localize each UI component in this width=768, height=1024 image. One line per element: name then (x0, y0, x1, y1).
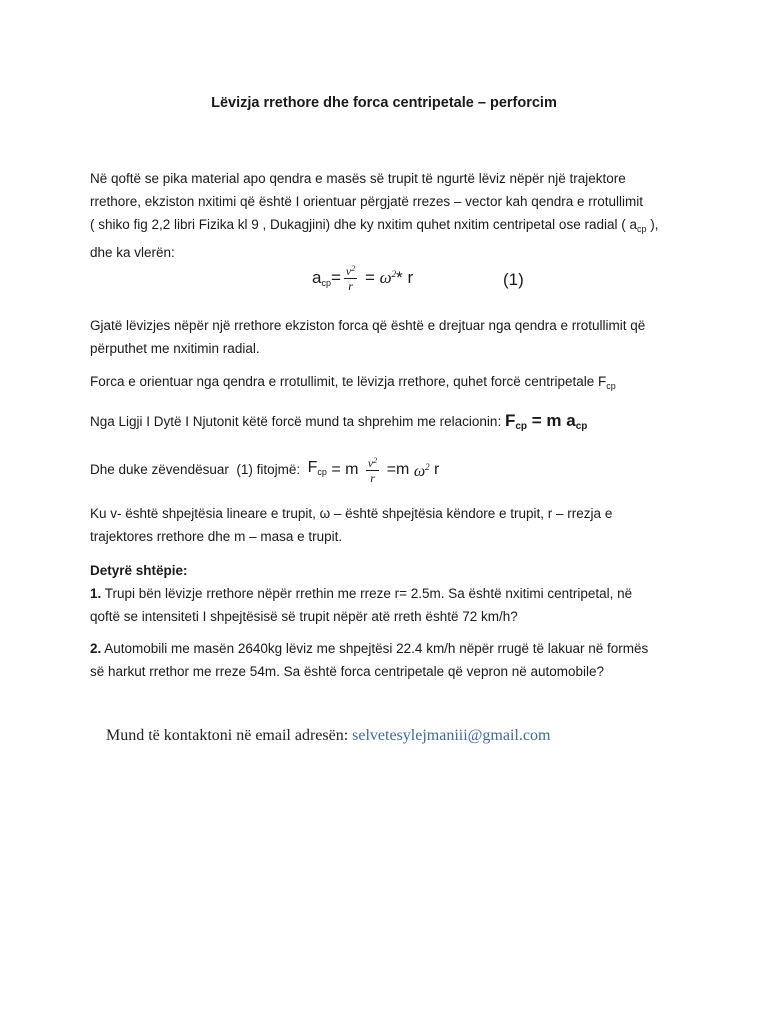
homework-heading: Detyrë shtëpie: (90, 563, 188, 578)
intro-line-4: dhe ka vlerën: (90, 245, 175, 260)
homework-q2 (90, 637, 680, 683)
formula-2-fraction: $\frac{v^2}{r}$ (367, 456, 378, 485)
intro-line-2: rrethore, ekziston nxitimi që është I orientuar përgjatë rrezes – vector kah qendra e rrotullimit (90, 194, 644, 209)
formula-2-tail: r (429, 461, 440, 478)
formula-2 (308, 455, 440, 484)
formula-2-eq2: =m (382, 461, 414, 478)
paragraph-2 (90, 314, 680, 360)
formula-2-lhs: $F_{cp}$ (307, 458, 327, 477)
paragraph-2-line-2: përputhet me nxitimin radial. (90, 341, 260, 356)
formula-1 (312, 263, 413, 292)
intro-line-3 (90, 213, 680, 241)
formula-1-lhs: $a_{cp}$ (312, 267, 331, 288)
intro-line-3-text: ( shiko fig 2,2 libri Fizika kl 9 , Dukagjini) dhe ky nxitim quhet nxitim centripetal ose radial ( a (90, 217, 637, 232)
paragraph-5-text: Dhe duke zëvendësuar (1) fitojmë: (90, 462, 308, 477)
homework-q2-line-2: së harkut rrethor me rreze 54m. Sa është forca centripetale që vepron në automobile? (90, 664, 605, 679)
intro-paragraph (90, 167, 680, 264)
formula-2-eq: = m (326, 461, 363, 478)
intro-line-3-end: ), (646, 217, 659, 232)
paragraph-3-sub: cp (606, 381, 616, 391)
formula-1-eq1: = (330, 267, 341, 287)
newton-formula: $F_{cp} = m$ $a_{cp}$ (504, 411, 588, 432)
paragraph-6-line-1: Ku v- është shpejtësia lineare e trupit, ω – është shpejtësia këndore e trupit, r – rrezja e (90, 506, 613, 521)
formula-2-omega: $\omega^2$ (413, 462, 430, 480)
formula-1-omega: $\omega^2$ (379, 267, 397, 287)
paragraph-3 (90, 370, 680, 398)
paragraph-6-line-2: trajektores rrethore dhe m – masa e trupit. (90, 529, 343, 544)
paragraph-4 (90, 409, 680, 438)
intro-line-1: Në qoftë se pika material apo qendra e masës së trupit të ngurtë lëviz nëpër një trajektore (90, 171, 626, 186)
contact-line (106, 727, 550, 745)
homework-q2-line-1: 2. Automobili me masën 2640kg lëviz me shpejtësi 22.4 km/h nëpër rrugë të lakuar në formës (90, 641, 649, 656)
homework-section (90, 559, 680, 628)
paragraph-4-text: Nga Ligji I Dytë I Njutonit këtë forcë mund ta shprehim me relacionin: (90, 414, 505, 429)
contact-text: Mund të kontaktoni në email adresën: (106, 727, 353, 744)
formula-1-fraction: $\frac{v^2}{r}$ (345, 264, 356, 293)
paragraph-5 (90, 455, 680, 484)
paragraph-2-line-1: Gjatë lëvizjes nëpër një rrethore ekziston forca që është e drejtuar nga qendra e rrotullimit që (90, 318, 646, 333)
page-title: Lëvizja rrethore dhe forca centripetale – perforcim (211, 95, 557, 111)
contact-email-link[interactable]: selvetesylejmaniii@gmail.com (352, 727, 551, 744)
homework-q1-line-2: qoftë se intensiteti I shpejtësisë së trupit nëpër atë rreth është 72 km/h? (90, 609, 518, 624)
formula-1-eq2: = (360, 267, 380, 287)
intro-line-3-sub: cp (636, 224, 647, 234)
homework-q1-line-1: 1. Trupi bën lëvizje rrethore nëpër rrethin me rreze r= 2.5m. Sa është nxitimi centripetal, në (90, 586, 633, 601)
paragraph-6 (90, 502, 680, 548)
paragraph-3-text: Forca e orientuar nga qendra e rrotullimit, te lëvizja rrethore, quhet forcë centripetale F (90, 374, 607, 389)
formula-1-tail: * r (396, 267, 414, 287)
formula-1-number: (1) (503, 270, 524, 289)
